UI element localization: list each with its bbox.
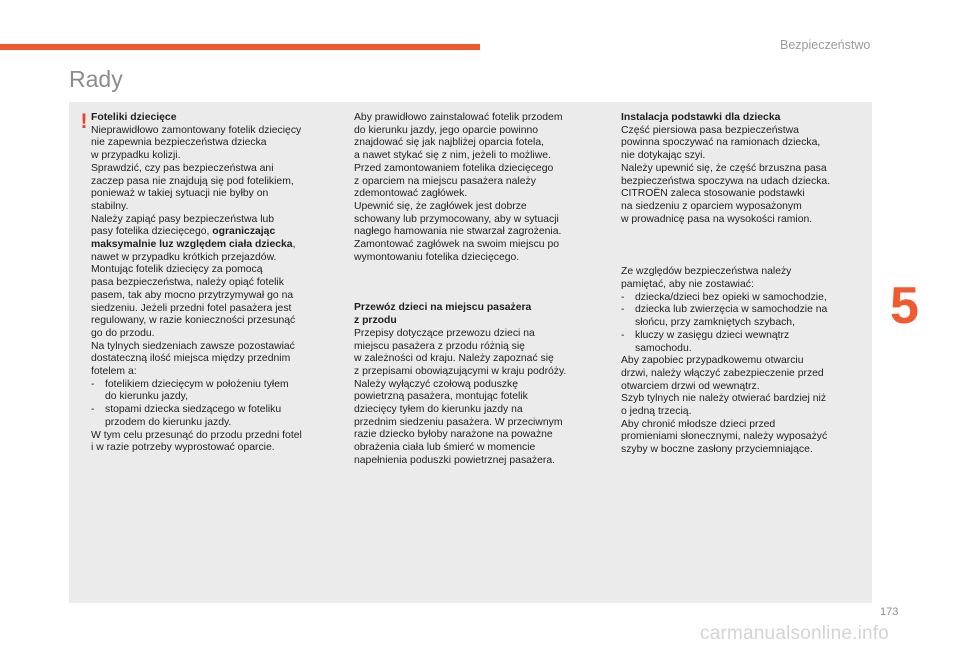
text-line: z oparciem na miejscu pasażera należy [354, 175, 536, 187]
text-line: Przepisy dotyczące przewozu dzieci na [354, 327, 535, 339]
text-line: znajdować się jak najbliżej oparcia fotela, [354, 137, 545, 149]
text-line: drzwi, należy włączyć zabezpieczenie przed [621, 367, 824, 379]
text-line: Przed zamontowaniem fotelika dziecięcego [354, 162, 554, 174]
column-front-passenger [354, 112, 604, 468]
text-line: Sprawdzić, czy pas bezpieczeństwa ani [91, 162, 274, 174]
text-line: go do przodu. [91, 327, 155, 339]
list-item [91, 379, 339, 404]
text-line: zaczep pasa nie znajdują się pod fotelikiem, [91, 175, 294, 187]
text-line: regulowany, w razie konieczności przesunąć [91, 315, 296, 327]
text-line: samochodu. [635, 342, 692, 354]
text-line: - fotelikiem dziecięcym w położeniu tyłem [105, 378, 289, 390]
text-line [91, 226, 339, 239]
text-line: nie zapewnia bezpieczeństwa dziecka [91, 137, 267, 149]
text-line: razie dziecko byłoby narażone na poważne [354, 429, 553, 441]
text-line: fotelem a: [91, 366, 137, 378]
text-line: miejscu pasażera z przodu różnią się [354, 340, 525, 352]
exclamation-warning-icon: ! [80, 110, 88, 133]
text-line: Ze względów bezpieczeństwa należy [621, 266, 792, 278]
heading-child-seats: Foteliki dziecięce [91, 112, 177, 123]
text-line: na siedzeniu z oparciem wyposażonym [621, 200, 802, 212]
text-line: wymontowaniu fotelika dziecięcego. [354, 251, 520, 263]
text-line: pasa bezpieczeństwa, należy opiąć fotelik [91, 277, 284, 289]
text-line: otwarciem drzwi od wewnątrz. [621, 380, 760, 392]
list-item [621, 292, 871, 305]
text-line: i w razie potrzeby wyprostować oparcie. [91, 442, 275, 454]
text-line: nawet w przypadku krótkich przejazdów. [91, 251, 277, 263]
emphasis-text: ograniczając [212, 226, 276, 238]
text-line: stabilny. [91, 200, 129, 212]
watermark: carmanualsonline.info [700, 623, 890, 644]
text-line: ponieważ w takiej sytuacji nie byłby on [91, 188, 269, 200]
page-heading: Rady [69, 66, 123, 92]
text-line: obrażenia ciała lub śmierć w momencie [354, 442, 536, 454]
heading-front-passenger [354, 302, 604, 327]
text-line: - dziecka lub zwierzęcia w samochodzie na [635, 304, 828, 316]
text-line: CITROËN zaleca stosowanie podstawki [621, 188, 805, 200]
text-line: Aby prawidłowo zainstalować fotelik przodem [354, 112, 563, 123]
text-line: do kierunku jazdy, [105, 391, 188, 403]
text-line: - dziecka/dzieci bez opieki w samochodzie, [635, 291, 827, 303]
text-line: przodem do kierunku jazdy. [105, 416, 232, 428]
text-line: Szyb tylnych nie należy otwierać bardziej niż [621, 393, 827, 405]
text-line: nie dotykając szyi. [621, 150, 706, 162]
text-line: bezpieczeństwa spoczywa na udach dziecka. [621, 175, 831, 187]
column-booster-seat [621, 112, 871, 457]
text-line: dostateczną ilość miejsca między przednim [91, 353, 291, 365]
text-line: Należy wyłączyć czołową poduszkę [354, 378, 519, 390]
text-line: powietrzną pasażera, montując fotelik [354, 391, 528, 403]
text-line: Aby chronić młodsze dzieci przed [621, 418, 776, 430]
list-item [91, 404, 339, 429]
text-line: - stopami dziecka siedzącego w foteliku [105, 404, 282, 416]
text-line: w prowadnicę pasa na wysokości ramion. [621, 213, 813, 225]
text-line: - kluczy w zasięgu dzieci wewnątrz [635, 329, 790, 341]
text-line: pasem, tak aby mocno przytrzymywał go na [91, 289, 294, 301]
text-line: promieniami słonecznymi, należy wyposażyć [621, 431, 828, 443]
chapter-number: 5 [890, 277, 919, 335]
text-span: Przewóz dzieci na miejscu pasażera [354, 302, 532, 314]
text-line: Należy zapiąć pasy bezpieczeństwa lub [91, 213, 275, 225]
text-line: nagłego hamowania nie stwarzał zagrożenia. [354, 226, 562, 238]
text-line: w przypadku kolizji. [91, 150, 181, 162]
emphasis-text: maksymalnie luz względem ciała dziecka [91, 239, 293, 251]
text-line: szyby w boczne zasłony przyciemniające. [621, 444, 813, 456]
text-line: z przepisami obowiązującymi w kraju podróży. [354, 365, 567, 377]
text-span: , [292, 239, 296, 251]
text-span: z przodu [354, 315, 397, 327]
text-line: schowany lub przymocowany, aby w sytuacji [354, 213, 559, 225]
text-line: Montując fotelik dziecięcy za pomocą [91, 264, 263, 276]
text-line: a nawet stykać się z nim, jeżeli to możliwe. [354, 150, 551, 162]
text-line: w zależności od kraju. Należy zapoznać się [354, 353, 554, 365]
list-item [621, 330, 871, 355]
text-line: Upewnić się, że zagłówek jest dobrze [354, 200, 527, 212]
text-line: Część piersiowa pasa bezpieczeństwa [621, 124, 799, 136]
page-number: 173 [880, 606, 899, 618]
text-line: Należy upewnić się, że część brzuszna pasa [621, 162, 827, 174]
heading-booster-seat: Instalacja podstawki dla dziecka [621, 112, 781, 123]
text-line: powinna spoczywać na ramionach dziecka, [621, 137, 821, 149]
section-title: Bezpieczeństwo [780, 38, 871, 52]
text-line: Zamontować zagłówek na swoim miejscu po [354, 239, 560, 251]
text-line: siedzeniu. Jeżeli przedni fotel pasażera jest [91, 302, 292, 314]
text-line: Na tylnych siedzeniach zawsze pozostawiać [91, 340, 295, 352]
text-line: Nieprawidłowo zamontowany fotelik dziecięcy [91, 124, 302, 136]
text-line [91, 239, 339, 252]
header-accent-bar [0, 44, 480, 50]
text-line: do kierunku jazdy, jego oparcie powinno [354, 124, 539, 136]
text-line: zdemontować zagłówek. [354, 188, 468, 200]
text-line: W tym celu przesunąć do przodu przedni fotel [91, 429, 302, 441]
text-line: pamiętać, aby nie zostawiać: [621, 279, 754, 291]
text-line: Aby zapobiec przypadkowemu otwarciu [621, 355, 804, 367]
column-child-seats [91, 112, 339, 455]
text-line: napełnienia poduszki powietrznej pasażera. [354, 454, 556, 466]
text-line: o jedną trzecią. [621, 406, 692, 418]
text-span: pasy fotelika dziecięcego, [91, 226, 213, 238]
text-line: dziecięcy tyłem do kierunku jazdy na [354, 404, 523, 416]
text-line: słońcu, przy zamkniętych szybach, [635, 317, 795, 329]
text-line: przednim siedzeniu pasażera. W przeciwnym [354, 416, 563, 428]
list-item [621, 304, 871, 329]
